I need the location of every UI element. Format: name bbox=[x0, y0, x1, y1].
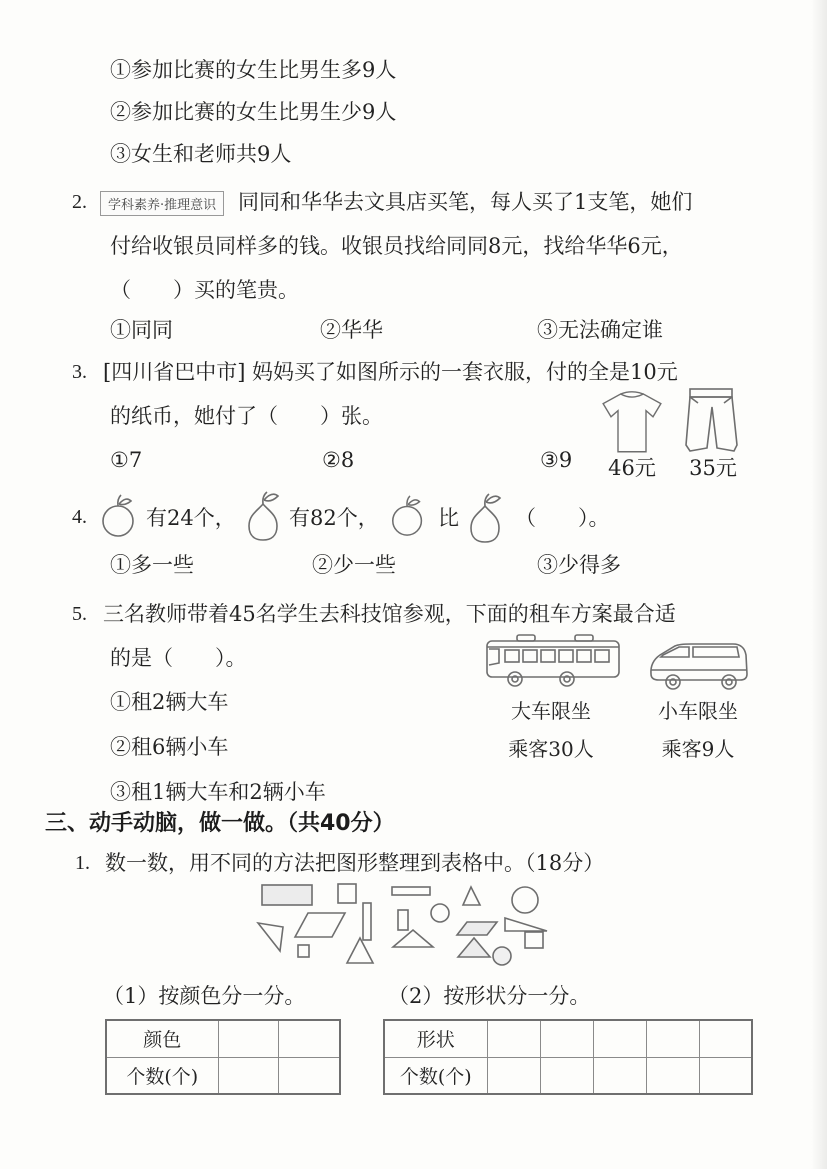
q2-line3: （ ）买的笔贵。 bbox=[110, 278, 299, 302]
shape-table-count-label: 个数(个) bbox=[384, 1057, 487, 1094]
q4-option-1: ①多一些 bbox=[110, 553, 194, 577]
q5-option-1: ①租2辆大车 bbox=[110, 690, 229, 714]
van-capacity-label: 小车限坐 bbox=[658, 699, 738, 723]
shapes-cluster-image bbox=[250, 877, 570, 977]
q4-option-2: ②少一些 bbox=[312, 553, 396, 577]
q3-number: 3. bbox=[72, 361, 87, 383]
q4-number: 4. bbox=[72, 506, 87, 528]
section3-q1-text: 数一数，用不同的方法把图形整理到表格中。（18分） bbox=[105, 851, 605, 875]
q5-option-2: ②租6辆小车 bbox=[110, 735, 229, 759]
section3-sub1-label: （1）按颜色分一分。 bbox=[103, 984, 306, 1008]
pear-icon bbox=[462, 490, 508, 544]
q3-line2: 的纸币，她付了（ ）张。 bbox=[110, 404, 383, 428]
shape-table-blank-cell[interactable] bbox=[487, 1020, 540, 1057]
color-table-blank-cell[interactable] bbox=[218, 1057, 278, 1094]
bus-icon bbox=[483, 633, 623, 691]
pear-icon bbox=[240, 488, 286, 542]
apple-icon bbox=[388, 493, 430, 539]
color-table-blank-cell[interactable] bbox=[218, 1020, 278, 1057]
q4-seg1: 有24个， bbox=[146, 506, 236, 530]
shape-table-blank-cell[interactable] bbox=[646, 1020, 699, 1057]
q3-option-1: ①7 bbox=[110, 448, 143, 472]
color-table-blank-cell[interactable] bbox=[278, 1057, 340, 1094]
q2-line1: 同同和华华去文具店买笔，每人买了1支笔，她们 bbox=[238, 190, 693, 214]
shirt-price: 46元 bbox=[608, 456, 656, 480]
q4-seg2: 有82个， bbox=[289, 506, 379, 530]
bus-capacity-label: 大车限坐 bbox=[511, 699, 591, 723]
q4-seg4: （ ）。 bbox=[515, 506, 610, 530]
q3-option-2: ②8 bbox=[322, 448, 355, 472]
q2-competency-badge: 学科素养·推理意识 bbox=[100, 191, 224, 216]
shape-table-blank-cell[interactable] bbox=[540, 1057, 593, 1094]
q1-option-3: ③女生和老师共9人 bbox=[110, 142, 292, 166]
q2-number: 2. bbox=[72, 191, 87, 213]
q3-line1: [四川省巴中市] 妈妈买了如图所示的一套衣服，付的全是10元 bbox=[103, 360, 678, 384]
q5-number: 5. bbox=[72, 603, 87, 625]
shape-table-blank-cell[interactable] bbox=[699, 1057, 752, 1094]
q5-line2: 的是（ ）。 bbox=[110, 646, 247, 670]
q5-line1: 三名教师带着45名学生去科技馆参观，下面的租车方案最合适 bbox=[103, 602, 676, 626]
shape-table-blank-cell[interactable] bbox=[593, 1057, 646, 1094]
shape-table-blank-cell[interactable] bbox=[593, 1020, 646, 1057]
color-table-header: 颜色 bbox=[106, 1020, 218, 1057]
tshirt-icon bbox=[597, 387, 667, 457]
shape-table-header: 形状 bbox=[384, 1020, 487, 1057]
section3-sub2-label: （2）按形状分一分。 bbox=[388, 984, 591, 1008]
q4-seg3: 比 bbox=[438, 506, 459, 530]
bus-capacity-value: 乘客30人 bbox=[508, 737, 594, 761]
q5-option-3: ③租1辆大车和2辆小车 bbox=[110, 780, 326, 804]
q3-option-3: ③9 bbox=[540, 448, 573, 472]
van-icon bbox=[645, 640, 751, 692]
color-table-blank-cell[interactable] bbox=[278, 1020, 340, 1057]
color-table-count-label: 个数(个) bbox=[106, 1057, 218, 1094]
q2-option-3: ③无法确定谁 bbox=[537, 318, 663, 342]
page-edge-shading bbox=[811, 0, 827, 1169]
pants-price: 35元 bbox=[689, 456, 737, 480]
shape-table-blank-cell[interactable] bbox=[540, 1020, 593, 1057]
shape-table-blank-cell[interactable] bbox=[487, 1057, 540, 1094]
color-table bbox=[105, 1019, 341, 1095]
q2-option-1: ①同同 bbox=[110, 318, 173, 342]
apple-icon bbox=[98, 492, 142, 540]
pants-icon bbox=[682, 385, 740, 457]
section3-title: 三、动手动脑，做一做。（共40分） bbox=[45, 811, 395, 836]
shape-table-blank-cell[interactable] bbox=[699, 1020, 752, 1057]
q2-option-2: ②华华 bbox=[320, 318, 383, 342]
shape-table bbox=[383, 1019, 753, 1095]
q1-option-1: ①参加比赛的女生比男生多9人 bbox=[110, 58, 397, 82]
section3-q1-number: 1. bbox=[75, 852, 90, 874]
q4-option-3: ③少得多 bbox=[537, 553, 621, 577]
van-capacity-value: 乘客9人 bbox=[661, 737, 735, 761]
q1-option-2: ②参加比赛的女生比男生少9人 bbox=[110, 100, 397, 124]
q2-line2: 付给收银员同样多的钱。收银员找给同同8元，找给华华6元， bbox=[110, 234, 683, 258]
shape-table-blank-cell[interactable] bbox=[646, 1057, 699, 1094]
